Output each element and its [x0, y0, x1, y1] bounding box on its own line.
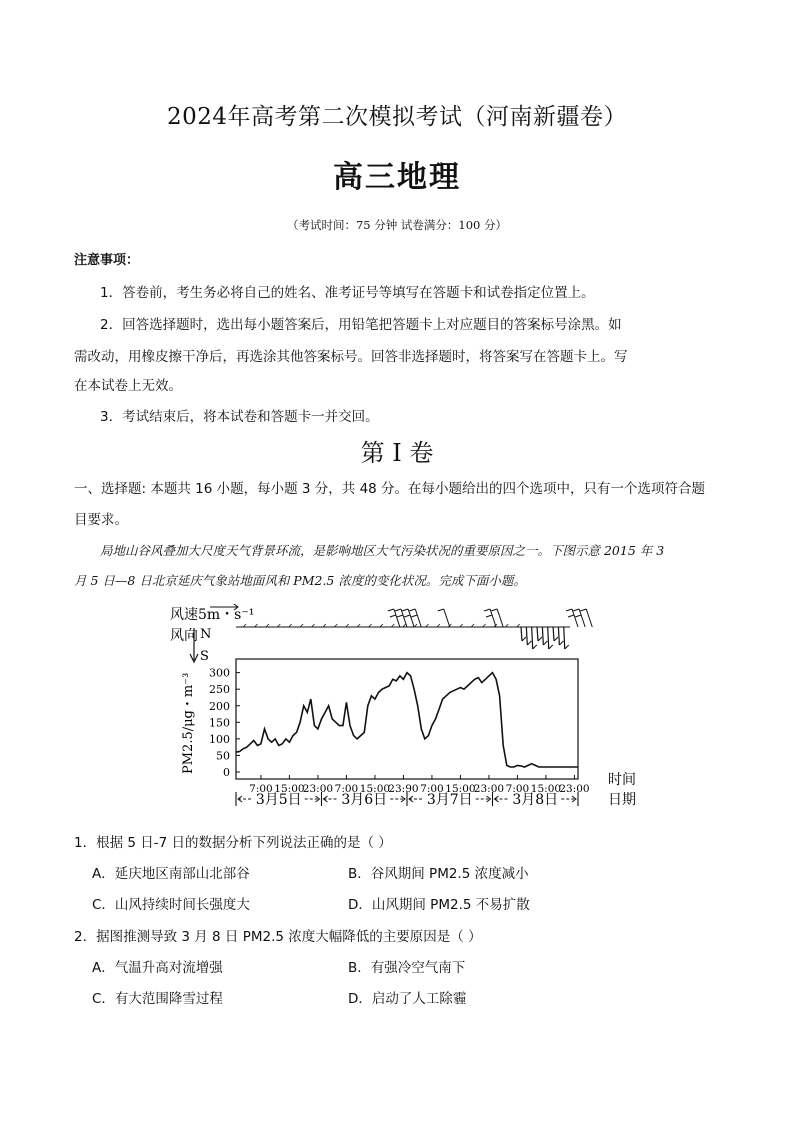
wind-barbs [243, 609, 592, 649]
x-tick-label: 15:00 [530, 783, 562, 795]
wind-scale-label: 风速5m・s⁻¹ [170, 607, 255, 623]
wind-barb-feather [565, 645, 569, 649]
note-line: 需改动，用橡皮擦干净后，再选涂其他答案标号。回答非选择题时，将答案写在答题卡上。写 [74, 349, 628, 365]
option: C．有大范围降雪过程 [92, 991, 223, 1007]
y-tick-label: 300 [209, 666, 230, 680]
option: A．延庆地区南部山北部谷 [92, 866, 250, 882]
y-tick-label: 150 [209, 716, 230, 730]
wind-barb-feather [404, 615, 410, 617]
wind-barb-feather [559, 641, 563, 645]
y-axis-ticks [209, 667, 240, 779]
wind-barb-down [526, 627, 527, 645]
wind-barb-feather [411, 615, 417, 617]
option: B．有强冷空气南下 [348, 960, 466, 976]
y-tick-label: 100 [209, 732, 230, 746]
wind-barb-up [444, 609, 450, 627]
wind-barb-feather [538, 637, 542, 641]
wind-barb-down [542, 627, 543, 645]
x-tick-label: 15:00 [274, 783, 305, 795]
x-tick-label: 7:00 [420, 783, 444, 795]
y-tick-label: 50 [216, 749, 230, 763]
wind-barb-up [579, 609, 585, 627]
question-stem: 1．根据 5 日-7 日的数据分析下列说法正确的是（ ） [74, 835, 392, 851]
time-axis-label: 时间 [608, 772, 636, 788]
y-tick-label: 250 [209, 683, 230, 697]
wind-barb-up [490, 609, 496, 627]
wind-barb-down [553, 627, 554, 641]
wind-barb-feather [527, 641, 531, 645]
date-label: 3月6日 [341, 792, 388, 808]
y-tick-label: 200 [209, 699, 230, 713]
note-line: 在本试卷上无效。 [74, 378, 182, 394]
north-label: N [200, 627, 212, 642]
x-tick-label: 7:00 [334, 783, 359, 795]
wind-barb-feather [573, 609, 579, 611]
wind-barb-feather [522, 637, 526, 641]
wind-barb-down [548, 627, 549, 649]
wind-barb-feather [438, 609, 444, 611]
wind-barb-feather [568, 615, 574, 617]
date-label: 3月5日 [255, 792, 302, 808]
date-label: 3月8日 [512, 792, 559, 808]
wind-barb-down [521, 627, 522, 641]
subject-title: 高三地理 [333, 160, 461, 195]
question-stem: 2．据图推测导致 3 月 8 日 PM2.5 浓度大幅降低的主要原因是（ ） [74, 929, 482, 945]
wind-barb-feather [395, 609, 401, 611]
option: C．山风持续时间长强度大 [92, 897, 250, 913]
wind-barb-feather [554, 637, 558, 641]
pm25-series-line [236, 673, 578, 767]
wind-direction-label: 风向 [170, 628, 198, 644]
x-tick-label: 23:00 [302, 783, 334, 795]
y-tick-label: 0 [223, 766, 230, 779]
wind-barb-up [394, 609, 400, 627]
wind-barb-down [532, 627, 533, 649]
section-instruction: 目要求。 [74, 512, 128, 528]
wind-barb-feather [484, 609, 490, 611]
notes-title: 注意事项： [74, 253, 140, 268]
wind-barb-feather [566, 609, 572, 611]
wind-barb-feather [549, 645, 553, 649]
wind-barb-down [558, 627, 559, 645]
option: D．启动了人工除霾 [348, 991, 467, 1007]
wind-barb-feather [580, 609, 586, 611]
wind-barb-up [408, 609, 414, 627]
x-tick-label: 7:00 [505, 783, 530, 795]
date-label: 3月7日 [426, 792, 473, 808]
wind-barb-feather [575, 615, 581, 617]
wind-barb-feather [491, 609, 497, 611]
wind-barb-feather [390, 615, 396, 617]
wind-barb-up [497, 609, 503, 627]
wind-barb-feather [388, 609, 394, 611]
note-line: 2．回答选择题时，选出每小题答案后，用铅笔把答题卡上对应题目的答案标号涂黑。如 [100, 317, 622, 333]
part-title: 第 I 卷 [360, 439, 434, 467]
plot-frame [236, 659, 578, 779]
south-label: S [200, 649, 209, 664]
wind-barb-up [572, 609, 578, 627]
wind-barb-feather [409, 609, 415, 611]
wind-barb-feather [402, 609, 408, 611]
wind-barb-up [415, 609, 421, 627]
x-tick-label: 23:00 [473, 783, 505, 795]
option: A．气温升高对流增强 [92, 960, 223, 976]
wind-barb-down [537, 627, 538, 641]
wind-barb-feather [543, 641, 547, 645]
note-line: 1．答卷前，考生务必将自己的姓名、准考证号等填写在答题卡和试卷指定位置上。 [100, 285, 595, 301]
date-row [236, 792, 578, 808]
x-tick-label: 15:00 [359, 783, 391, 795]
wind-barb-up [586, 609, 592, 627]
x-tick-label: 15:00 [445, 783, 476, 795]
exam-title: 2024年高考第二次模拟考试（河南新疆卷） [166, 104, 628, 130]
wind-barb-feather [533, 645, 537, 649]
wind-barb-down [564, 627, 565, 649]
note-line: 3．考试结束后，将本试卷和答题卡一并交回。 [100, 409, 379, 425]
x-tick-label: 23:90 [388, 783, 419, 795]
wind-barb-up [401, 609, 407, 627]
pm25-wind-chart [170, 598, 650, 820]
x-tick-label: 7:00 [249, 783, 273, 795]
exam-info: （考试时间：75 分钟 试卷满分：100 分） [286, 218, 508, 232]
option: B．谷风期间 PM2.5 浓度减小 [348, 866, 529, 882]
intro-text: 月 5 日—8 日北京延庆气象站地面风和 PM2.5 浓度的变化状况。完成下面小题。 [74, 573, 526, 588]
intro-text: 局地山谷风叠加大尺度天气背景环流，是影响地区大气污染状况的重要原因之一。下图示意 2015 年 3 [100, 543, 665, 558]
option: D．山风期间 PM2.5 不易扩散 [348, 897, 530, 913]
section-instruction: 一、选择题: 本题共 16 小题，每小题 3 分，共 48 分。在每小题给出的四个选项中，只有一个选项符合题 [74, 481, 706, 497]
y-axis-label: PM2.5/μg・m⁻³ [181, 672, 196, 774]
wind-barb-feather [486, 615, 492, 617]
wind-barb-feather [397, 615, 403, 617]
x-tick-label: 23:00 [559, 783, 590, 795]
date-axis-label: 日期 [608, 792, 636, 808]
